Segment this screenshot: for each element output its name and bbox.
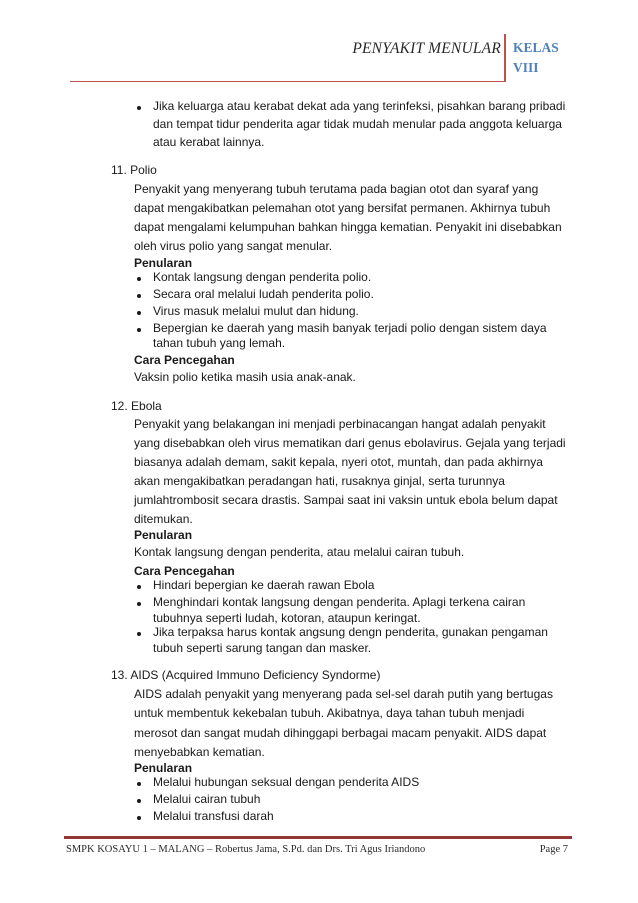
aids-description-line: untuk membentuk kekebalan tubuh. Akibatnya, daya tahan tubuh menjadi <box>134 706 525 720</box>
bullet-icon <box>137 311 141 315</box>
polio-penularan-item-cont: tahan tubuh yang lemah. <box>153 336 286 350</box>
ebola-description-line: yang disebabkan oleh virus mematikan dari genus ebolavirus. Gejala yang terjadi <box>134 436 566 450</box>
bullet-icon <box>137 632 141 636</box>
aids-description-line: AIDS adalah penyakit yang menyerang pada sel-sel darah putih yang bertugas <box>134 687 553 701</box>
ebola-description-line: akan mengakibatkan peradangan hati, rusaknya ginjal, serta turunnya <box>134 474 505 488</box>
ebola-pencegahan-item: Jika terpaksa harus kontak angsung dengn penderita, gunakan pengaman <box>153 625 548 639</box>
ebola-description-line: Penyakit yang belakangan ini menjadi perbinacangan hangat adalah penyakit <box>134 417 546 431</box>
aids-penularan-item: Melalui transfusi darah <box>153 809 274 823</box>
bullet-icon <box>137 602 141 606</box>
footer-divider <box>64 836 572 839</box>
bullet-icon <box>137 585 141 589</box>
ebola-pencegahan-item-cont: tubuh seperti sarung tangan dan masker. <box>153 641 372 655</box>
header-kelas-level: VIII <box>513 60 539 75</box>
polio-pencegahan-text: Vaksin polio ketika masih usia anak-anak. <box>134 370 356 384</box>
bullet-icon <box>137 106 141 110</box>
ebola-pencegahan-item: Hindari bepergian ke daerah rawan Ebola <box>153 578 375 592</box>
bullet-icon <box>137 277 141 281</box>
aids-penularan-label: Penularan <box>134 761 193 775</box>
polio-penularan-item: Secara oral melalui ludah penderita polio. <box>153 287 374 301</box>
aids-penularan-item: Melalui hubungan seksual dengan penderita AIDS <box>153 775 420 789</box>
section-heading-polio: 11. Polio <box>111 163 157 177</box>
header-kelas-label: KELAS <box>513 40 559 55</box>
polio-description-line: oleh virus polio yang sangat menular. <box>134 239 333 253</box>
bullet-icon <box>137 816 141 820</box>
aids-penularan-item: Melalui cairan tubuh <box>153 792 261 806</box>
section-heading-ebola: 12. Ebola <box>111 399 162 413</box>
bullet-icon <box>137 799 141 803</box>
polio-penularan-item: Bepergian ke daerah yang masih banyak terjadi polio dengan sistem daya <box>153 321 547 335</box>
aids-description-line: merosot dan sangat mudah dihinggapi berbagai macam penyakit. AIDS dapat <box>134 726 547 740</box>
ebola-penularan-text: Kontak langsung dengan penderita, atau melalui cairan tubuh. <box>134 545 465 559</box>
intro-bullet-line: Jika keluarga atau kerabat dekat ada yang terinfeksi, pisahkan barang pribadi <box>153 99 566 113</box>
ebola-penularan-label: Penularan <box>134 528 193 542</box>
aids-description-line: menyebabkan kematian. <box>134 745 265 759</box>
polio-description-line: dapat mengalami kelumpuhan bahkan hingga kematian. Penyakit ini disebabkan <box>134 220 562 234</box>
ebola-pencegahan-label: Cara Pencegahan <box>134 564 235 578</box>
header-divider-horizontal <box>70 81 504 82</box>
page-header <box>0 34 638 84</box>
intro-bullet-line: atau kerabat lainnya. <box>153 135 265 149</box>
polio-penularan-item: Virus masuk melalui mulut dan hidung. <box>153 304 359 318</box>
bullet-icon <box>137 782 141 786</box>
footer-author: SMPK KOSAYU 1 – MALANG – Robertus Jama, S.Pd. dan Drs. Tri Agus Iriandono <box>66 844 426 855</box>
bullet-icon <box>137 328 141 332</box>
polio-description-line: Penyakit yang menyerang tubuh terutama pada bagian otot dan syaraf yang <box>134 182 539 196</box>
polio-penularan-label: Penularan <box>134 256 193 270</box>
ebola-description-line: ditemukan. <box>134 512 193 526</box>
intro-bullet-line: dan tempat tidur penderita agar tidak mudah menular pada anggota keluarga <box>153 117 562 131</box>
header-kelas <box>513 38 573 78</box>
page-number: Page 7 <box>539 844 568 855</box>
header-title: PENYAKIT MENULAR <box>352 40 501 57</box>
header-divider-vertical <box>504 34 506 82</box>
ebola-pencegahan-item: Menghindari kontak langsung dengan penderita. Aplagi terkena cairan <box>153 595 526 609</box>
polio-description-line: dapat mengakibatkan pelemahan otot yang bersifat permanen. Akhirnya tubuh <box>134 201 551 215</box>
polio-pencegahan-label: Cara Pencegahan <box>134 353 235 367</box>
ebola-description-line: jumlahtrombosit secara drastis. Sampai saat ini vaksin untuk ebola belum dapat <box>134 493 558 507</box>
polio-penularan-item: Kontak langsung dengan penderita polio. <box>153 270 372 284</box>
ebola-description-line: biasanya adalah demam, sakit kepala, nyeri otot, muntah, dan pada akhirnya <box>134 455 543 469</box>
section-heading-aids: 13. AIDS (Acquired Immuno Deficiency Syndorme) <box>111 668 381 682</box>
bullet-icon <box>137 294 141 298</box>
ebola-pencegahan-item-cont: tubuhnya seperti ludah, kotoran, ataupun keringat. <box>153 611 421 625</box>
